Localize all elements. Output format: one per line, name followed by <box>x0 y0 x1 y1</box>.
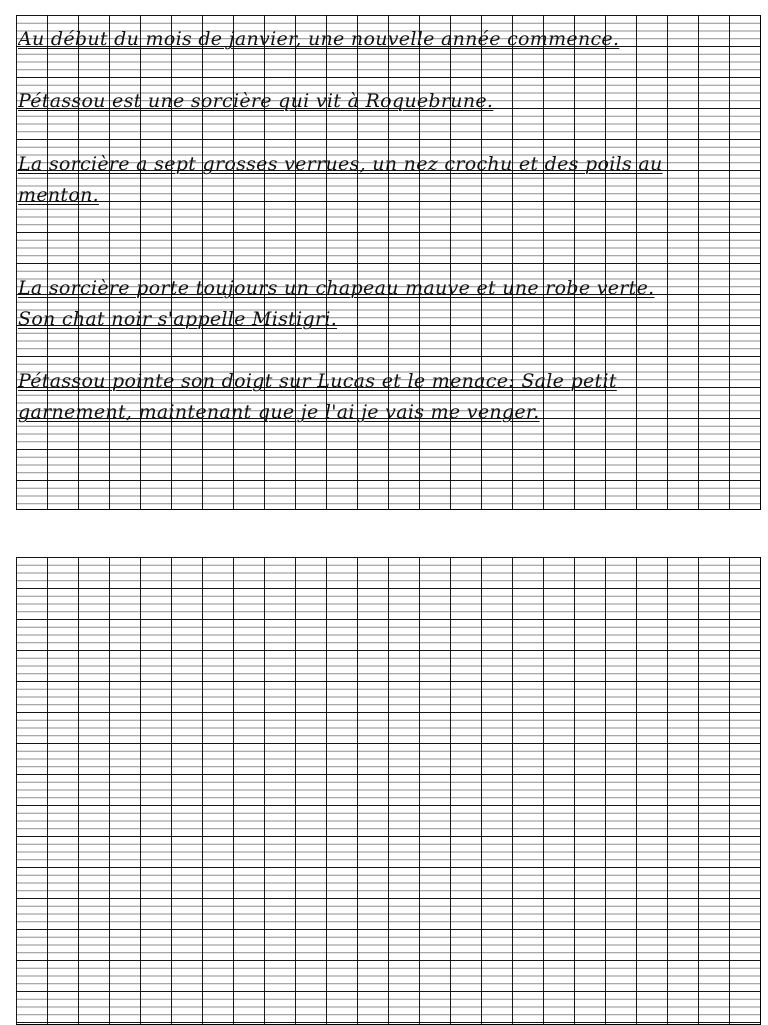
text-line-8: garnement, maintenant que je l'ai je vais me venger. <box>18 401 540 423</box>
text-line-6: Son chat noir s'appelle Mistigri. <box>18 308 338 330</box>
text-line-2: Pétassou est une sorcière qui vit à Roquebrune. <box>18 90 494 112</box>
text-line-3: La sorcière a sept grosses verrues, un nez crochu et des poils au <box>18 153 663 175</box>
text-line-5: La sorcière porte toujours un chapeau mauve et une robe verte. <box>18 277 655 299</box>
text-line-7: Pétassou pointe son doigt sur Lucas et le menace: Sale petit <box>18 370 617 392</box>
text-line-1: Au début du mois de janvier, une nouvelle année commence. <box>18 28 620 50</box>
text-line-4: menton. <box>18 184 99 206</box>
ruled-sheet-bottom <box>16 557 761 1025</box>
ruled-sheet-top <box>16 15 761 510</box>
